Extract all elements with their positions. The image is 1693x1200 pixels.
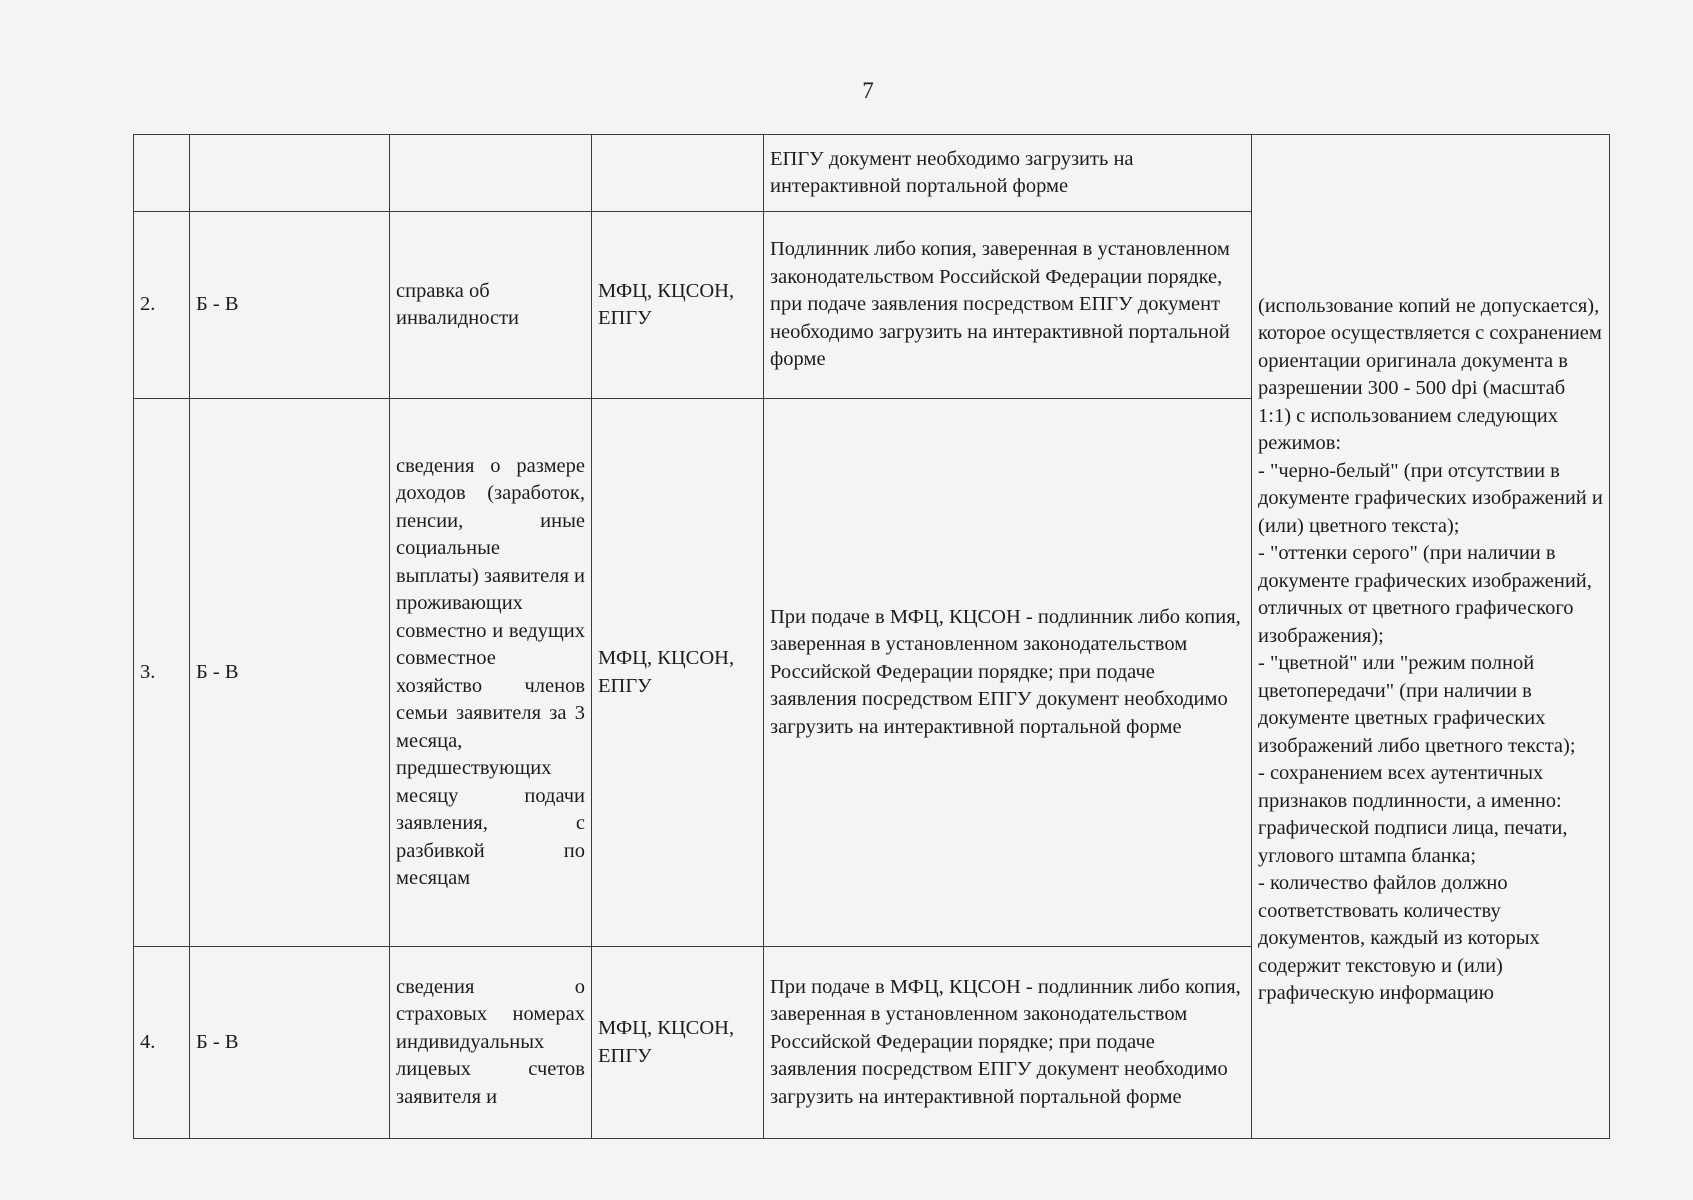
document-name-cell: [390, 135, 592, 212]
row-number-cell: 3.: [134, 399, 190, 947]
category-cell: Б - В: [190, 947, 390, 1139]
document-name-cell: [390, 947, 592, 1139]
document-form-cell: ЕПГУ документ необходимо загрузить на интерактивной портальной форме: [764, 135, 1252, 212]
scan-requirements-text: (использование копий не допускается), которое осуществляется с сохранением ориентации оригинала документа в разрешении 300 - 500 dpi (масштаб 1:1) с использованием следующих режимов: - "черно-белый" (при отсутствии в документе графических изображений и (или) цветного текста); - "оттенки серого" (при наличии в документе графических изображений, отличных от цветного графического изображения); - "цветной" или "режим полной цветопередачи" (при наличии в документе цветных графических изображений либо цветного текста); - сохранением всех аутентичных признаков подлинности, а именно: графической подписи лица, печати, углового штампа бланка; - количество файлов должно соответствовать количеству документов, каждый из которых содержит текстовую и (или) графическую информацию: [1258, 294, 1603, 1005]
row-number-cell: 4.: [134, 947, 190, 1139]
submission-place-cell: МФЦ, КЦСОН, ЕПГУ: [592, 212, 764, 399]
submission-place-cell: МФЦ, КЦСОН, ЕПГУ: [592, 399, 764, 947]
scan-requirements-cell: [1252, 135, 1610, 1139]
category-cell: Б - В: [190, 399, 390, 947]
document-name-text: сведения о размере доходов (заработок, пенсии, иные социальные выплаты) заявителя и проживающих совместно и ведущих совместное хозяйство членов семьи заявителя за 3 месяца, предшествующих месяцу подачи заявления, с разбивкой по месяцам: [396, 454, 585, 889]
document-form-cell: Подлинник либо копия, заверенная в установленном законодательством Российской Федерации порядке, при подаче заявления посредством ЕПГУ документ необходимо загрузить на интерактивной портальной форме: [764, 212, 1252, 399]
document-name-cell: [390, 399, 592, 947]
row-number-cell: 2.: [134, 212, 190, 399]
category-cell: [190, 135, 390, 212]
page-number: 7: [862, 78, 874, 103]
document-name-text: сведения о страховых номерах индивидуальных лицевых счетов заявителя и: [396, 975, 585, 1108]
row-number-cell: [134, 135, 190, 212]
documents-table: [133, 134, 1610, 1139]
document-form-cell: При подаче в МФЦ, КЦСОН - подлинник либо копия, заверенная в установленном законодательством Российской Федерации порядке; при подаче заявления посредством ЕПГУ документ необходимо загрузить на интерактивной портальной форме: [764, 947, 1252, 1139]
table-row: [134, 135, 1610, 212]
document-name-cell: справка об инвалидности: [390, 212, 592, 399]
document-form-cell: При подаче в МФЦ, КЦСОН - подлинник либо копия, заверенная в установленном законодательством Российской Федерации порядке; при подаче заявления посредством ЕПГУ документ необходимо загрузить на интерактивной портальной форме: [764, 399, 1252, 947]
category-cell: Б - В: [190, 212, 390, 399]
submission-place-cell: [592, 135, 764, 212]
submission-place-cell: МФЦ, КЦСОН, ЕПГУ: [592, 947, 764, 1139]
